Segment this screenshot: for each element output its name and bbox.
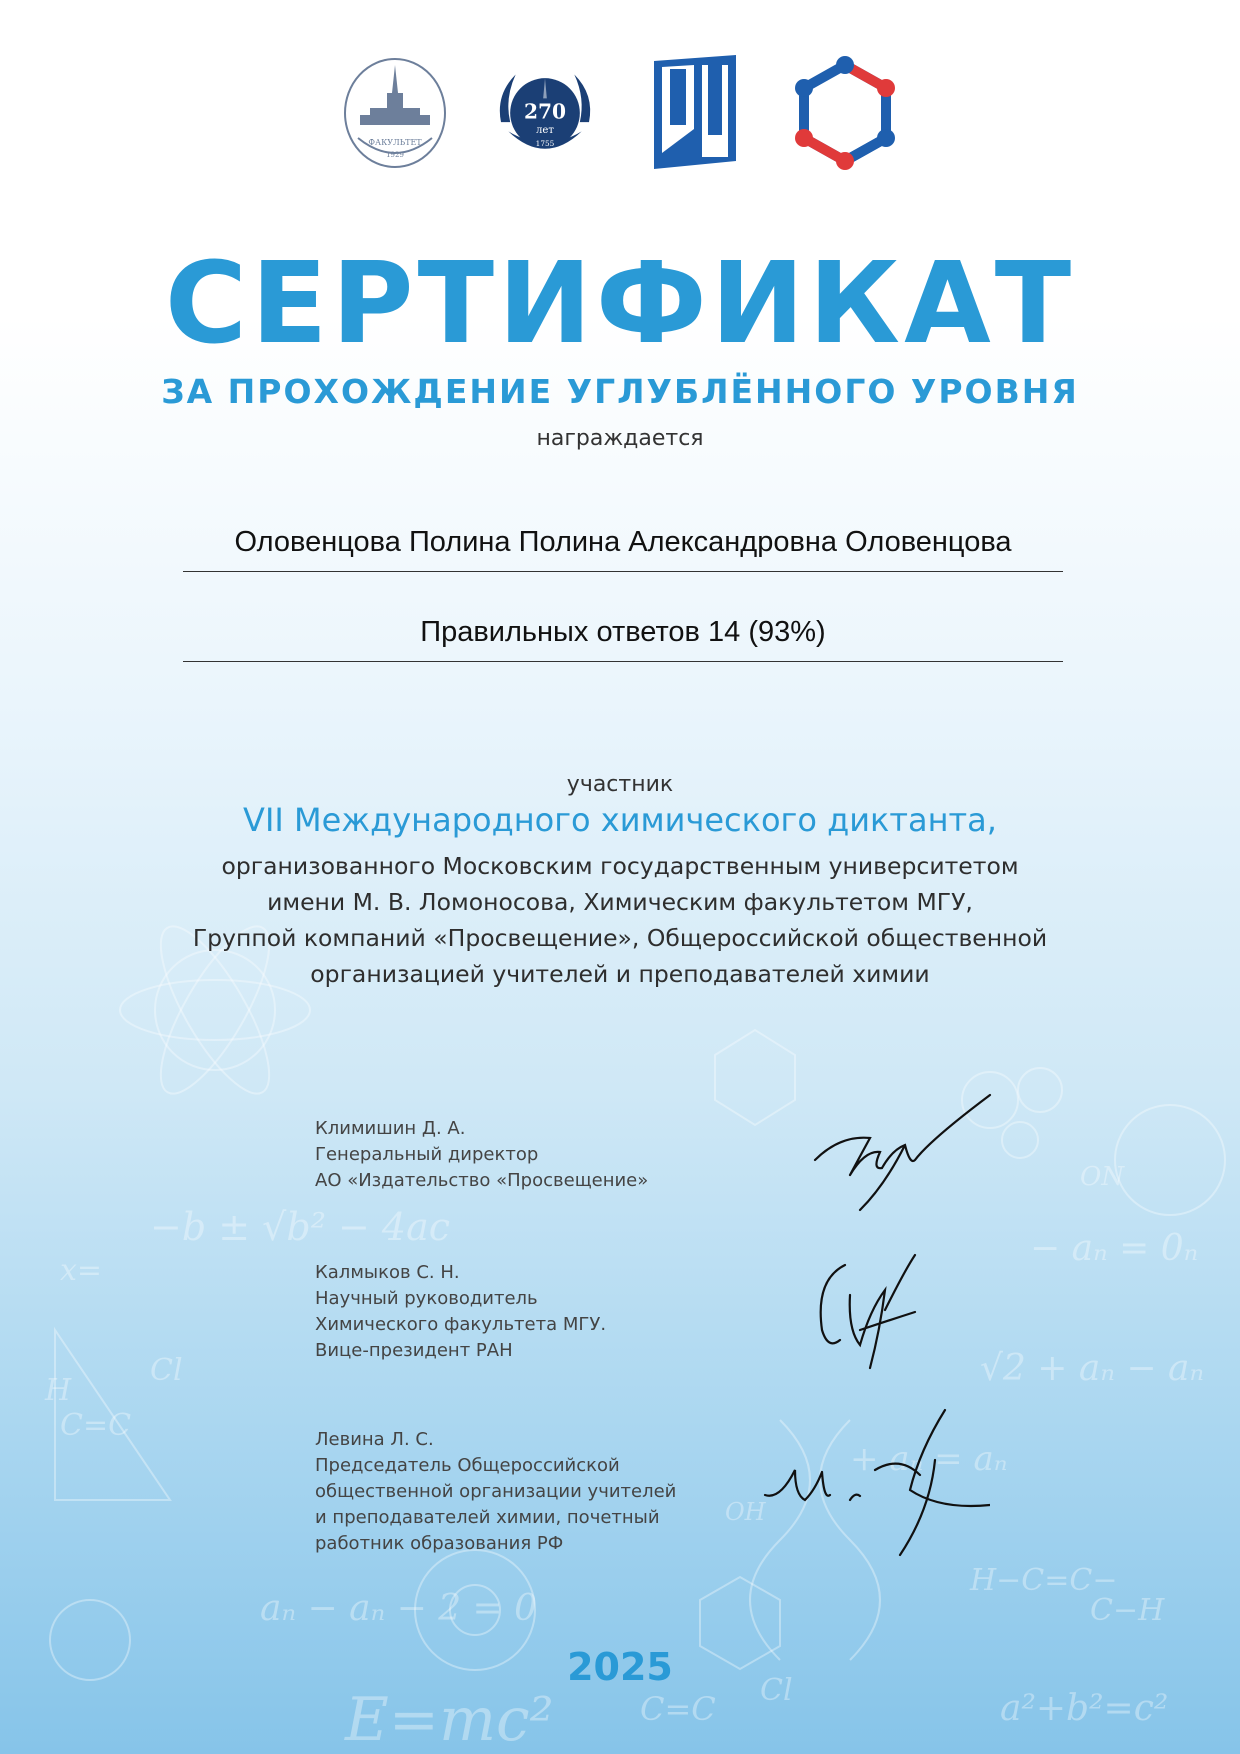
certificate-subtitle: ЗА ПРОХОЖДЕНИЕ УГЛУБЛЁННОГО УРОВНЯ: [161, 372, 1079, 411]
organizers-line: имени М. В. Ломоносова, Химическим факультетом МГУ,: [267, 888, 973, 916]
organizers-line: Группой компаний «Просвещение», Общероссийской общественной: [192, 924, 1048, 952]
organizers-line: организацией учителей и преподавателей химии: [310, 960, 930, 988]
svg-text:C=C: C=C: [640, 1690, 716, 1728]
association-hexagon-logo: [790, 53, 900, 173]
signatory-position: и преподавателей химии, почетный: [315, 1507, 660, 1528]
svg-text:270: 270: [523, 99, 567, 124]
organizers-line: организованного Московским государственным университетом: [221, 852, 1019, 880]
svg-text:− aₙ = 0ₙ: − aₙ = 0ₙ: [1030, 1228, 1199, 1269]
svg-text:a²+b²=c²: a²+b²=c²: [1000, 1688, 1169, 1729]
recipient-name: Оловенцова Полина Полина Александровна Оловенцова: [183, 526, 1063, 572]
organizers-text: [0, 848, 1240, 992]
svg-text:√2 + aₙ − aₙ: √2 + aₙ − aₙ: [980, 1348, 1205, 1389]
svg-text:H: H: [45, 1373, 72, 1408]
svg-text:+ aₙ = aₙ: + aₙ = aₙ: [850, 1439, 1008, 1479]
event-title: VII Международного химического диктанта,: [243, 801, 997, 839]
signatory-levina: [315, 1427, 676, 1557]
signatory-position: Генеральный директор: [315, 1144, 539, 1165]
svg-text:1929: 1929: [386, 151, 404, 159]
svg-text:Cl: Cl: [760, 1673, 793, 1708]
svg-text:ON: ON: [1080, 1162, 1125, 1192]
awarded-label: награждается: [536, 426, 704, 451]
svg-text:C=C: C=C: [60, 1408, 132, 1443]
participant-label: участник: [566, 772, 674, 797]
svg-text:Cl: Cl: [150, 1353, 183, 1388]
signatory-position: Председатель Общероссийской: [315, 1455, 620, 1476]
signatory-position: Химического факультета МГУ.: [315, 1314, 607, 1335]
score-text: Правильных ответов 14 (93%): [183, 616, 1063, 662]
svg-text:E=mc²: E=mc²: [345, 1685, 554, 1754]
svg-text:aₙ − aₙ − 2 = 0: aₙ − aₙ − 2 = 0: [260, 1588, 538, 1629]
anniversary-270-logo: [490, 53, 600, 173]
signatory-name: Климишин Д. А.: [315, 1118, 466, 1139]
signatory-position: общественной организации учителей: [315, 1481, 677, 1502]
chemistry-faculty-logo: [340, 53, 450, 173]
signatory-position: работник образования РФ: [315, 1533, 564, 1554]
svg-text:лет: лет: [536, 125, 554, 137]
svg-text:−b ± √b² − 4ac: −b ± √b² − 4ac: [150, 1205, 451, 1249]
svg-text:OH: OH: [725, 1498, 766, 1526]
year: 2025: [567, 1645, 673, 1689]
signature-klimishin: [810, 1090, 1000, 1215]
prosveshchenie-logo: [640, 53, 750, 173]
svg-text:1755: 1755: [535, 139, 555, 148]
signatory-name: Калмыков С. Н.: [315, 1262, 460, 1283]
signatory-position: Научный руководитель: [315, 1288, 538, 1309]
svg-text:H−C=C−: H−C=C−: [970, 1563, 1118, 1598]
signatory-kalmykov: [315, 1260, 606, 1364]
signatory-position: Вице-президент РАН: [315, 1340, 513, 1361]
svg-text:C−H: C−H: [1090, 1593, 1165, 1628]
svg-text:ХИМИЧЕСКИЙ: ХИМИЧЕСКИЙ: [361, 128, 429, 137]
signatory-position: АО «Издательство «Просвещение»: [315, 1170, 649, 1191]
signatory-name: Левина Л. С.: [315, 1429, 434, 1450]
logos-row: [0, 48, 1240, 178]
certificate-title: СЕРТИФИКАТ: [164, 239, 1076, 369]
svg-text:ФАКУЛЬТЕТ: ФАКУЛЬТЕТ: [368, 138, 422, 147]
svg-text:x=: x=: [60, 1253, 103, 1288]
signatory-klimishin: [315, 1116, 648, 1194]
